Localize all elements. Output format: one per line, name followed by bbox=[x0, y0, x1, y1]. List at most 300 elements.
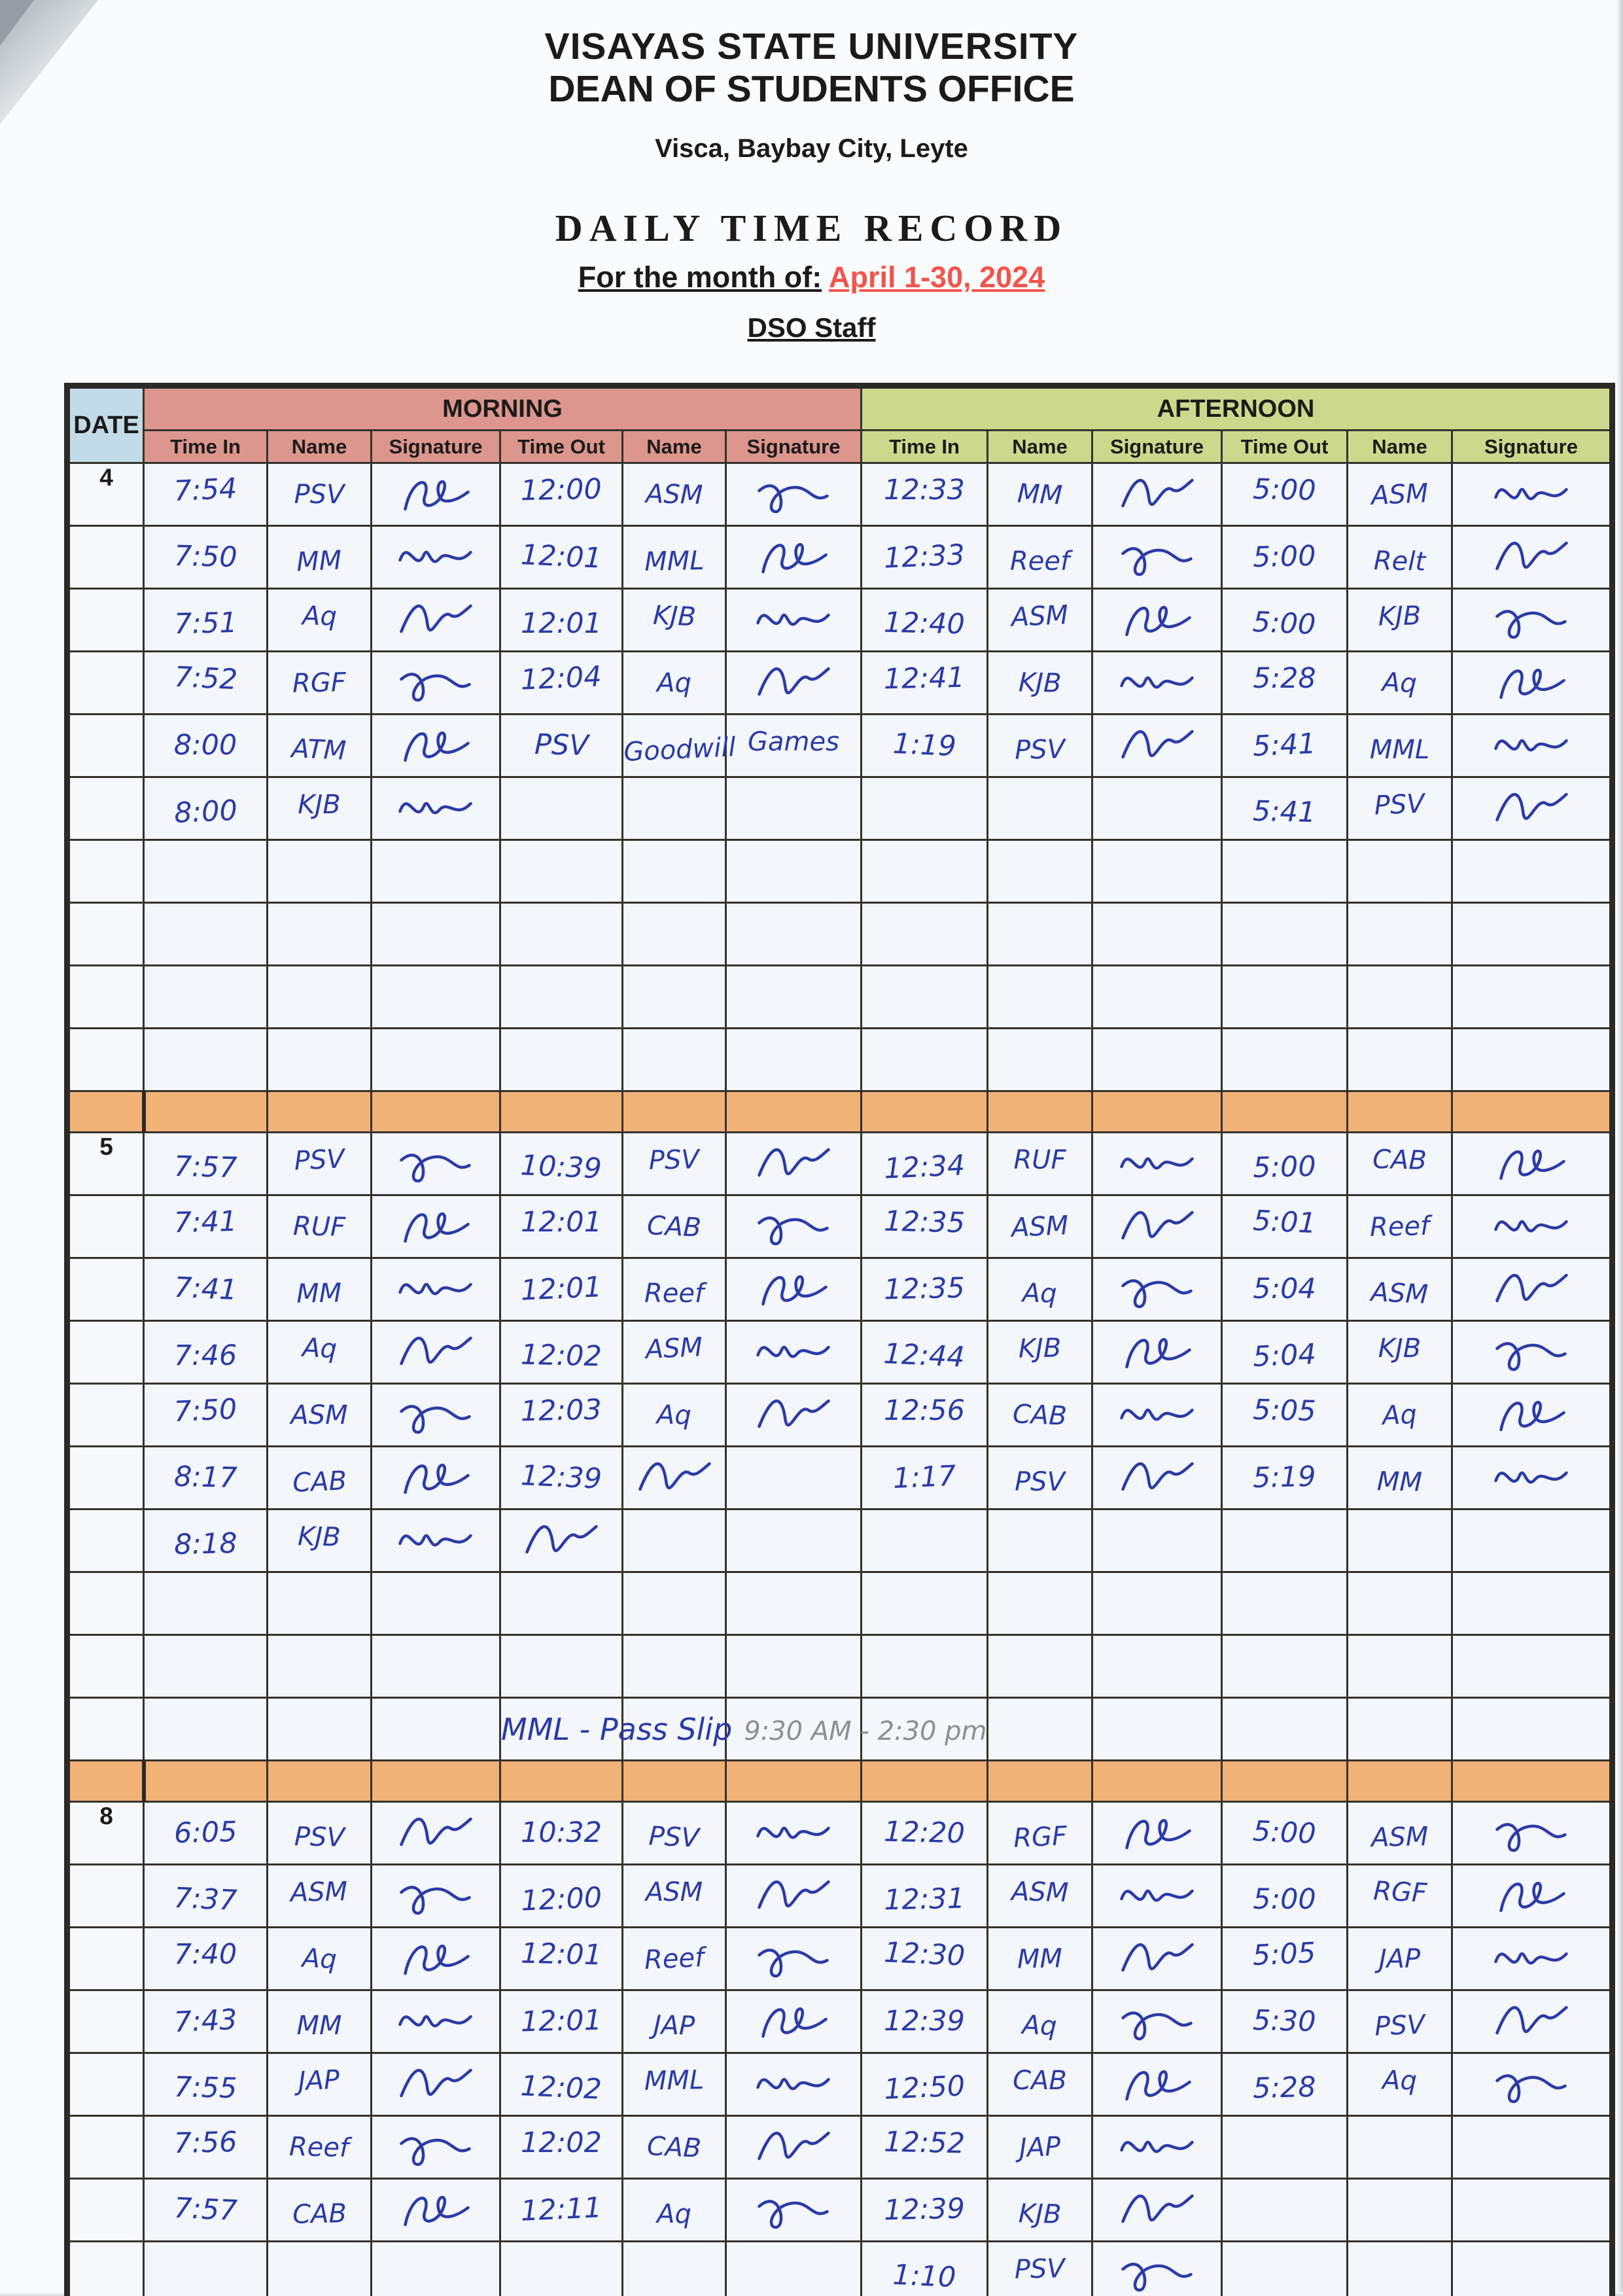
col-header-time-in: Time In bbox=[144, 431, 268, 463]
cell-name bbox=[623, 1572, 726, 1635]
cell-time-out bbox=[1222, 2242, 1348, 2296]
date-cell bbox=[67, 2242, 144, 2296]
handwritten-entry: 12:34 bbox=[883, 1149, 966, 1186]
date-cell bbox=[67, 966, 144, 1029]
cell-signature bbox=[372, 715, 500, 777]
cell-name bbox=[988, 966, 1092, 1029]
separator-cell bbox=[144, 1091, 268, 1133]
cell-time-in bbox=[144, 840, 268, 903]
cell-time-in bbox=[144, 1447, 268, 1510]
signature-scribble bbox=[1108, 2223, 1206, 2234]
date-cell bbox=[67, 840, 144, 903]
handwritten-entry: CAB bbox=[1013, 2065, 1067, 2096]
col-header-name: Name bbox=[623, 431, 726, 463]
cell-signature bbox=[726, 652, 862, 715]
date-cell bbox=[67, 2179, 144, 2242]
cell-signature bbox=[726, 715, 862, 777]
handwritten-entry: MM bbox=[1017, 1943, 1063, 1975]
handwritten-entry: 12:01 bbox=[520, 2004, 602, 2039]
cell-time-out bbox=[1222, 1635, 1348, 1698]
signature-scribble bbox=[744, 633, 843, 644]
handwritten-entry: 5:05 bbox=[1252, 1393, 1317, 1428]
handwritten-entry: PSV bbox=[1374, 2009, 1426, 2042]
cell-signature bbox=[726, 526, 862, 589]
signature-scribble bbox=[387, 1239, 485, 1250]
cell-name bbox=[1348, 1865, 1452, 1928]
cell-time-in bbox=[862, 1510, 988, 1572]
cell-time-in bbox=[144, 1195, 268, 1258]
cell-signature bbox=[372, 1133, 500, 1195]
column-header-row bbox=[67, 431, 1613, 463]
col-header-time-out: Time Out bbox=[1222, 431, 1348, 463]
handwritten-entry: Aq bbox=[1382, 667, 1418, 699]
cell-signature bbox=[372, 1572, 500, 1635]
cell-time-in bbox=[144, 966, 268, 1029]
date-cell bbox=[67, 1258, 144, 1321]
signature-scribble bbox=[744, 1909, 843, 1920]
section-band-row bbox=[67, 386, 1613, 431]
cell-signature bbox=[726, 1029, 862, 1091]
cell-signature bbox=[1452, 589, 1613, 652]
cell-signature bbox=[372, 1990, 500, 2053]
handwritten-entry: 7:52 bbox=[173, 660, 238, 697]
cell-time-out bbox=[500, 1635, 623, 1698]
cell-time-in bbox=[144, 903, 268, 966]
separator-cell bbox=[500, 1091, 623, 1133]
cell-name bbox=[1348, 2179, 1452, 2242]
signature-scribble bbox=[744, 696, 843, 707]
handwritten-entry: 12:02 bbox=[519, 2070, 602, 2106]
cell-name bbox=[268, 1321, 372, 1384]
table-row bbox=[67, 526, 1613, 589]
cell-name bbox=[1348, 1510, 1452, 1572]
cell-name bbox=[623, 1928, 726, 1990]
cell-time-out bbox=[1222, 966, 1348, 1029]
date-cell bbox=[67, 526, 144, 589]
separator-cell bbox=[1092, 1761, 1222, 1802]
signature-scribble bbox=[1108, 1302, 1206, 1313]
table-row bbox=[67, 463, 1613, 526]
cell-time-in bbox=[862, 777, 988, 840]
cell-time-in bbox=[862, 2053, 988, 2116]
separator-cell bbox=[623, 1091, 726, 1133]
signature-scribble bbox=[1108, 570, 1206, 581]
date-cell bbox=[67, 1635, 144, 1698]
cell-signature bbox=[726, 1258, 862, 1321]
handwritten-entry: ASM bbox=[1010, 599, 1069, 633]
cell-time-in bbox=[144, 1928, 268, 1990]
handwritten-entry: 10:39 bbox=[519, 1149, 602, 1186]
table-row bbox=[67, 1258, 1613, 1321]
date-cell bbox=[67, 1572, 144, 1635]
cell-time-out bbox=[1222, 463, 1348, 526]
signature-scribble bbox=[744, 1428, 843, 1439]
cell-signature bbox=[726, 840, 862, 903]
month-line bbox=[0, 260, 1623, 294]
date-cell bbox=[67, 1384, 144, 1447]
handwritten-entry: 6:05 bbox=[173, 1815, 237, 1850]
handwritten-entry: 12:41 bbox=[883, 661, 966, 696]
cell-time-out bbox=[500, 2116, 623, 2179]
cell-time-out bbox=[500, 1865, 623, 1928]
signature-scribble bbox=[744, 2160, 843, 2171]
handwritten-entry: 12:30 bbox=[883, 1936, 966, 1973]
cell-time-out bbox=[500, 1321, 623, 1384]
cell-time-out bbox=[500, 903, 623, 966]
handwritten-entry: ASM bbox=[1011, 1876, 1069, 1908]
handwritten-entry: JAP bbox=[653, 2009, 695, 2041]
handwritten-entry: 7:40 bbox=[173, 1938, 237, 1971]
signature-scribble bbox=[1482, 1846, 1580, 1857]
cell-time-in bbox=[862, 715, 988, 777]
handwritten-entry: 5:19 bbox=[1252, 1460, 1317, 1495]
cell-name bbox=[623, 526, 726, 589]
cell-signature bbox=[372, 966, 500, 1029]
handwritten-entry: 12:03 bbox=[520, 1393, 602, 1428]
cell-signature bbox=[372, 1447, 500, 1510]
cell-time-in bbox=[144, 1510, 268, 1572]
handwritten-entry: KJB bbox=[1378, 600, 1422, 632]
handwritten-entry: 5:00 bbox=[1251, 605, 1317, 642]
date-column-header: DATE bbox=[67, 386, 144, 463]
handwritten-entry: PSV bbox=[1015, 1466, 1065, 1497]
signature-scribble bbox=[1108, 1365, 1206, 1376]
signature-scribble bbox=[744, 570, 843, 581]
cell-signature bbox=[1092, 1258, 1222, 1321]
handwritten-entry: ATM bbox=[291, 733, 347, 766]
signature-scribble bbox=[744, 1846, 843, 1857]
signature-scribble bbox=[625, 1491, 724, 1502]
cell-time-in bbox=[862, 2242, 988, 2296]
cell-time-out bbox=[1222, 2116, 1348, 2179]
signature-scribble bbox=[744, 1365, 843, 1376]
cell-name bbox=[623, 2053, 726, 2116]
cell-signature bbox=[726, 1802, 862, 1865]
cell-time-out bbox=[500, 652, 623, 715]
handwritten-entry: Reef bbox=[643, 1942, 705, 1975]
cell-time-out bbox=[1222, 903, 1348, 966]
cell-signature bbox=[1452, 1802, 1613, 1865]
handwritten-entry: PSV bbox=[1014, 2253, 1066, 2285]
signature-scribble bbox=[1482, 570, 1580, 581]
cell-name bbox=[988, 1990, 1092, 2053]
cell-signature bbox=[726, 1384, 862, 1447]
handwritten-entry: CAB bbox=[646, 1210, 702, 1243]
handwritten-entry: 12:02 bbox=[520, 1338, 602, 1373]
cell-name bbox=[988, 1384, 1092, 1447]
office-address: Visca, Baybay City, Leyte bbox=[655, 134, 968, 163]
cell-name bbox=[623, 2179, 726, 2242]
cell-signature bbox=[372, 463, 500, 526]
signature-scribble bbox=[387, 2034, 485, 2045]
morning-section-header: MORNING bbox=[144, 386, 862, 431]
signature-scribble bbox=[1108, 2097, 1206, 2108]
signature-scribble bbox=[744, 2034, 843, 2045]
cell-time-out bbox=[500, 1447, 623, 1510]
separator-cell bbox=[1222, 1761, 1348, 1802]
signature-scribble bbox=[1108, 1428, 1206, 1439]
orange-separator-row bbox=[67, 1091, 1613, 1133]
cell-name bbox=[1348, 1133, 1452, 1195]
cell-signature bbox=[1092, 1447, 1222, 1510]
separator-cell bbox=[372, 1091, 500, 1133]
cell-signature bbox=[1452, 1321, 1613, 1384]
col-header-name: Name bbox=[268, 431, 372, 463]
cell-time-out bbox=[1222, 1447, 1348, 1510]
cell-name bbox=[988, 840, 1092, 903]
signature-scribble bbox=[1108, 1909, 1206, 1920]
cell-time-in bbox=[144, 1572, 268, 1635]
handwritten-entry: 12:01 bbox=[521, 1206, 602, 1239]
cell-name bbox=[268, 1865, 372, 1928]
cell-name bbox=[988, 1195, 1092, 1258]
cell-signature bbox=[1452, 2116, 1613, 2179]
cell-time-out bbox=[500, 1133, 623, 1195]
separator-cell bbox=[988, 1761, 1092, 1802]
cell-name bbox=[268, 2242, 372, 2296]
date-cell bbox=[67, 1447, 144, 1510]
handwritten-entry: 5:28 bbox=[1252, 2070, 1317, 2106]
cell-name bbox=[1348, 1384, 1452, 1447]
cell-name bbox=[1348, 1698, 1452, 1761]
handwritten-entry: 7:55 bbox=[173, 2070, 237, 2106]
handwritten-entry: ASM bbox=[290, 1400, 348, 1430]
signature-scribble bbox=[744, 1176, 843, 1188]
handwritten-entry: 7:50 bbox=[173, 539, 237, 574]
handwritten-entry: 12:01 bbox=[520, 1937, 602, 1972]
empty-table-row bbox=[67, 840, 1613, 903]
signature-scribble bbox=[1108, 507, 1206, 518]
cell-time-out bbox=[500, 526, 623, 589]
cell-signature bbox=[726, 1990, 862, 2053]
separator-cell bbox=[1222, 1091, 1348, 1133]
signature-scribble bbox=[1482, 1365, 1580, 1376]
cell-signature bbox=[1092, 777, 1222, 840]
separator-cell bbox=[372, 1761, 500, 1802]
handwritten-entry: MM bbox=[1376, 1466, 1423, 1498]
cell-signature bbox=[726, 1133, 862, 1195]
cell-time-in bbox=[144, 1698, 268, 1761]
cell-signature bbox=[1452, 777, 1613, 840]
cell-name bbox=[1348, 966, 1452, 1029]
handwritten-entry: Aq bbox=[1021, 2009, 1058, 2041]
cell-name bbox=[623, 1635, 726, 1698]
cell-time-out bbox=[1222, 715, 1348, 777]
handwritten-entry: PSV bbox=[1373, 788, 1425, 821]
cell-time-in bbox=[862, 1990, 988, 2053]
table-row bbox=[67, 2053, 1613, 2116]
cell-time-in bbox=[144, 1635, 268, 1698]
handwritten-entry: MM bbox=[296, 1277, 343, 1309]
cell-signature bbox=[372, 652, 500, 715]
cell-time-out bbox=[500, 1928, 623, 1990]
handwritten-entry: ASM bbox=[1370, 1821, 1429, 1853]
cell-time-in bbox=[862, 2116, 988, 2179]
cell-name bbox=[988, 526, 1092, 589]
signature-scribble bbox=[1482, 1176, 1580, 1188]
cell-time-out bbox=[500, 1572, 623, 1635]
cell-signature bbox=[1452, 903, 1613, 966]
cell-signature bbox=[1092, 1384, 1222, 1447]
cell-time-in bbox=[144, 1321, 268, 1384]
signature-scribble bbox=[1482, 2034, 1580, 2045]
handwritten-entry: ASM bbox=[645, 1877, 703, 1907]
cell-signature bbox=[1452, 1572, 1613, 1635]
cell-signature bbox=[1092, 2116, 1222, 2179]
handwritten-entry: 12:20 bbox=[883, 1815, 966, 1850]
empty-table-row bbox=[67, 1029, 1613, 1091]
cell-time-out bbox=[1222, 1928, 1348, 1990]
separator-cell bbox=[268, 1091, 372, 1133]
cell-signature bbox=[1092, 1572, 1222, 1635]
cell-name bbox=[623, 1384, 726, 1447]
cell-signature bbox=[372, 1865, 500, 1928]
handwritten-entry: 12:33 bbox=[882, 539, 966, 575]
cell-signature bbox=[372, 1195, 500, 1258]
cell-signature bbox=[1452, 840, 1613, 903]
handwritten-entry: KJB bbox=[298, 789, 341, 820]
cell-time-out bbox=[500, 715, 623, 777]
signature-scribble bbox=[1482, 758, 1580, 769]
handwritten-entry: RUF bbox=[1013, 1144, 1066, 1175]
handwritten-entry: 5:00 bbox=[1252, 1150, 1317, 1185]
cell-signature bbox=[1452, 1447, 1613, 1510]
cell-signature bbox=[1092, 1802, 1222, 1865]
cell-time-out bbox=[1222, 526, 1348, 589]
cell-time-out bbox=[500, 2179, 623, 2242]
handwritten-entry: 12:39 bbox=[883, 2192, 966, 2227]
cell-time-in bbox=[144, 1384, 268, 1447]
handwritten-entry: KJB bbox=[1018, 1332, 1062, 1364]
handwritten-entry: Aq bbox=[657, 2199, 691, 2229]
cell-name bbox=[268, 840, 372, 903]
handwritten-entry: PSV bbox=[293, 1143, 345, 1176]
signature-scribble bbox=[1108, 2286, 1206, 2296]
cell-signature bbox=[726, 1928, 862, 1990]
signature-scribble bbox=[1108, 1176, 1206, 1188]
cell-time-in bbox=[144, 463, 268, 526]
cell-time-out bbox=[1222, 1510, 1348, 1572]
date-cell bbox=[67, 1510, 144, 1572]
cell-name bbox=[988, 715, 1092, 777]
signature-scribble bbox=[744, 1239, 843, 1250]
cell-signature bbox=[1452, 2179, 1613, 2242]
table-row bbox=[67, 2179, 1613, 2242]
signature-scribble bbox=[744, 2223, 843, 2234]
handwritten-entry: CAB bbox=[292, 2198, 347, 2230]
separator-cell bbox=[726, 1091, 862, 1133]
handwritten-entry: MM bbox=[296, 2010, 342, 2041]
pass-slip-note-ink: MML - Pass Slip bbox=[501, 1711, 733, 1747]
handwritten-entry: ASM bbox=[1010, 1210, 1070, 1243]
handwritten-entry: 7:41 bbox=[173, 1271, 238, 1307]
cell-signature bbox=[726, 1572, 862, 1635]
handwritten-entry: 5:41 bbox=[1252, 727, 1317, 764]
cell-signature bbox=[1092, 1321, 1222, 1384]
handwritten-entry: Aq bbox=[1382, 1399, 1418, 1431]
cell-name bbox=[268, 589, 372, 652]
handwritten-entry: ASM bbox=[290, 1876, 348, 1908]
col-header-time-out: Time Out bbox=[500, 431, 623, 463]
cell-time-in bbox=[144, 526, 268, 589]
cell-name bbox=[268, 1510, 372, 1572]
handwritten-entry: Aq bbox=[301, 1943, 338, 1975]
cell-name bbox=[623, 903, 726, 966]
signature-scribble bbox=[1108, 1846, 1206, 1857]
handwritten-entry: 5:04 bbox=[1252, 1337, 1318, 1374]
cell-signature bbox=[1452, 2242, 1613, 2296]
cell-name bbox=[988, 1698, 1092, 1761]
cell-name bbox=[268, 2053, 372, 2116]
cell-signature bbox=[1092, 463, 1222, 526]
cell-time-in bbox=[862, 1865, 988, 1928]
handwritten-entry: JAP bbox=[1018, 2131, 1062, 2163]
cell-name bbox=[268, 1258, 372, 1321]
empty-table-row bbox=[67, 1698, 1613, 1761]
cell-time-out bbox=[500, 1990, 623, 2053]
cell-name bbox=[268, 1698, 372, 1761]
cell-signature bbox=[1092, 1133, 1222, 1195]
handwritten-entry: 5:00 bbox=[1252, 539, 1317, 574]
handwritten-entry: 12:39 bbox=[884, 2005, 965, 2038]
date-cell bbox=[67, 589, 144, 652]
signature-scribble bbox=[1108, 2034, 1206, 2045]
cell-time-in bbox=[862, 1321, 988, 1384]
handwritten-entry: PSV bbox=[1014, 733, 1066, 766]
cell-name bbox=[988, 2116, 1092, 2179]
cell-time-out bbox=[1222, 1029, 1348, 1091]
cell-time-in bbox=[862, 526, 988, 589]
cell-time-out bbox=[500, 840, 623, 903]
cell-name bbox=[1348, 1195, 1452, 1258]
handwritten-entry: MM bbox=[296, 544, 343, 578]
table-row bbox=[67, 1321, 1613, 1384]
cell-name bbox=[1348, 1928, 1452, 1990]
afternoon-section-header: AFTERNOON bbox=[862, 386, 1613, 431]
cell-time-out bbox=[500, 1384, 623, 1447]
cell-time-in bbox=[144, 2116, 268, 2179]
cell-signature bbox=[372, 1321, 500, 1384]
handwritten-entry: MML bbox=[644, 545, 705, 577]
handwritten-entry: PSV bbox=[294, 479, 345, 510]
signature-scribble bbox=[1482, 507, 1580, 518]
separator-cell bbox=[67, 1761, 144, 1802]
cell-signature bbox=[372, 2242, 500, 2296]
cell-name bbox=[988, 1321, 1092, 1384]
handwritten-entry: 5:05 bbox=[1251, 1936, 1317, 1973]
handwritten-entry: 5:41 bbox=[1252, 794, 1317, 830]
table-row bbox=[67, 1990, 1613, 2053]
handwritten-entry: 5:00 bbox=[1252, 472, 1317, 508]
cell-signature bbox=[1092, 526, 1222, 589]
cell-name bbox=[268, 966, 372, 1029]
cell-name bbox=[1348, 777, 1452, 840]
empty-table-row bbox=[67, 1635, 1613, 1698]
handwritten-entry: MM bbox=[1016, 478, 1064, 511]
date-cell bbox=[67, 1698, 144, 1761]
date-cell bbox=[67, 903, 144, 966]
signature-scribble bbox=[744, 507, 843, 518]
cell-time-in bbox=[862, 966, 988, 1029]
cell-name bbox=[988, 1258, 1092, 1321]
date-cell: 5 bbox=[67, 1133, 144, 1195]
table-row bbox=[67, 1802, 1613, 1865]
cell-name bbox=[988, 2053, 1092, 2116]
handwritten-entry: 7:54 bbox=[173, 472, 238, 508]
handwritten-entry: KJB bbox=[652, 600, 697, 632]
handwritten-entry: 1:10 bbox=[892, 2258, 957, 2295]
cell-name bbox=[1348, 1572, 1452, 1635]
